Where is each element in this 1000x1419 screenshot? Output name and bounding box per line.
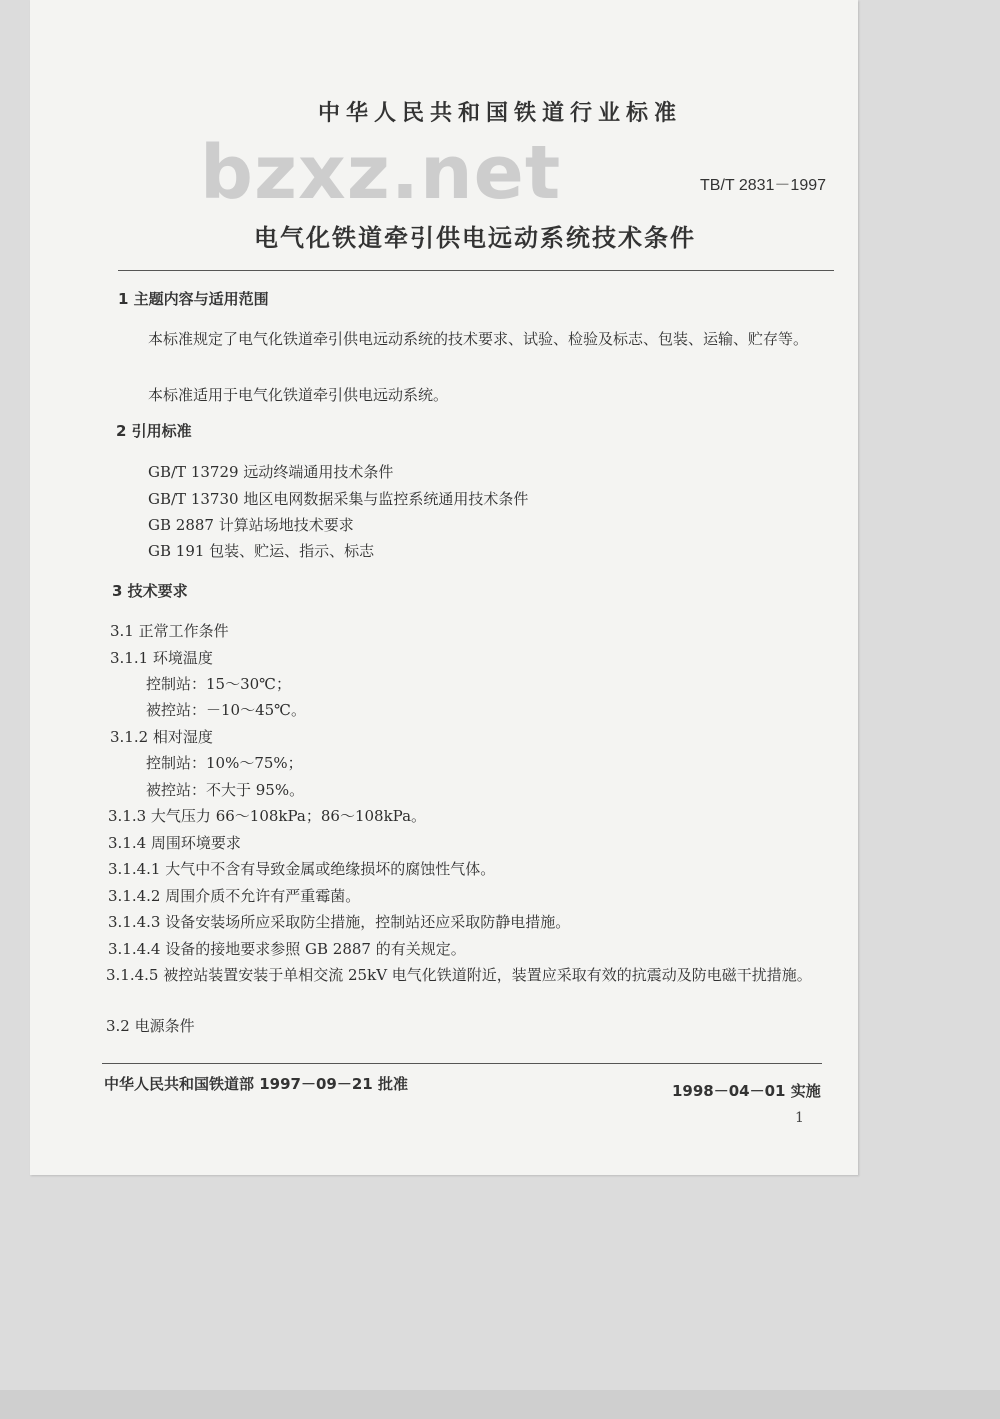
clause-3-1-1-control-station: 控制站：15～30℃； xyxy=(146,675,291,693)
clause-3-1-4-3: 3.1.4.3 设备安装场所应采取防尘措施，控制站还应采取防静电措施。 xyxy=(108,913,571,931)
section-2-heading: 2 引用标准 xyxy=(116,422,192,440)
clause-3-1-2-control-station: 控制站：10%～75%； xyxy=(146,754,303,772)
approval-statement: 中华人民共和国铁道部 1997－09－21 批准 xyxy=(104,1075,408,1093)
clause-3-1-4-2: 3.1.4.2 周围介质不允许有严重霉菌。 xyxy=(108,887,361,905)
issuing-organization: 中华人民共和国铁道行业标准 xyxy=(317,101,682,126)
section-1-paragraph-2: 本标准适用于电气化铁道牵引供电远动系统。 xyxy=(148,386,449,404)
watermark: bzxz.net xyxy=(200,130,562,216)
clause-3-1-2-controlled-station: 被控站：不大于 95%。 xyxy=(146,781,305,799)
reference-item: GB 2887 计算站场地技术要求 xyxy=(148,516,354,534)
section-3-heading: 3 技术要求 xyxy=(112,582,188,600)
footer-divider xyxy=(102,1063,822,1064)
clause-3-1-2: 3.1.2 相对湿度 xyxy=(110,728,213,746)
clause-3-1-4-5: 3.1.4.5 被控站装置安装于单相交流 25kV 电气化铁道附近，装置应采取有效的抗震动及防电磁干扰措施。 xyxy=(106,966,812,984)
reference-item: GB/T 13730 地区电网数据采集与监控系统通用技术条件 xyxy=(148,490,529,508)
reference-item: GB/T 13729 远动终端通用技术条件 xyxy=(148,463,394,481)
reference-item: GB 191 包装、贮运、指示、标志 xyxy=(148,542,375,560)
clause-3-2: 3.2 电源条件 xyxy=(106,1017,195,1035)
section-1-heading: 1 主题内容与适用范围 xyxy=(118,290,269,308)
clause-3-1-1-controlled-station: 被控站：－10～45℃。 xyxy=(146,701,306,719)
clause-3-1: 3.1 正常工作条件 xyxy=(110,622,229,640)
clause-3-1-3: 3.1.3 大气压力 66～108kPa；86～108kPa。 xyxy=(108,807,427,825)
page-number: 1 xyxy=(795,1110,804,1126)
section-1-paragraph-1: 本标准规定了电气化铁道牵引供电远动系统的技术要求、试验、检验及标志、包装、运输、贮存等。 xyxy=(148,330,809,348)
standard-code: TB/T 2831－1997 xyxy=(700,177,827,194)
viewer-bottom-band xyxy=(0,1390,1000,1419)
effective-date: 1998－04－01 实施 xyxy=(672,1082,821,1100)
clause-3-1-4: 3.1.4 周围环境要求 xyxy=(108,834,241,852)
clause-3-1-4-1: 3.1.4.1 大气中不含有导致金属或绝缘损坏的腐蚀性气体。 xyxy=(108,860,496,878)
clause-3-1-1: 3.1.1 环境温度 xyxy=(110,649,213,667)
document-title: 电气化铁道牵引供电远动系统技术条件 xyxy=(254,224,696,252)
clause-3-1-4-4: 3.1.4.4 设备的接地要求参照 GB 2887 的有关规定。 xyxy=(108,940,466,958)
title-divider xyxy=(118,270,834,271)
